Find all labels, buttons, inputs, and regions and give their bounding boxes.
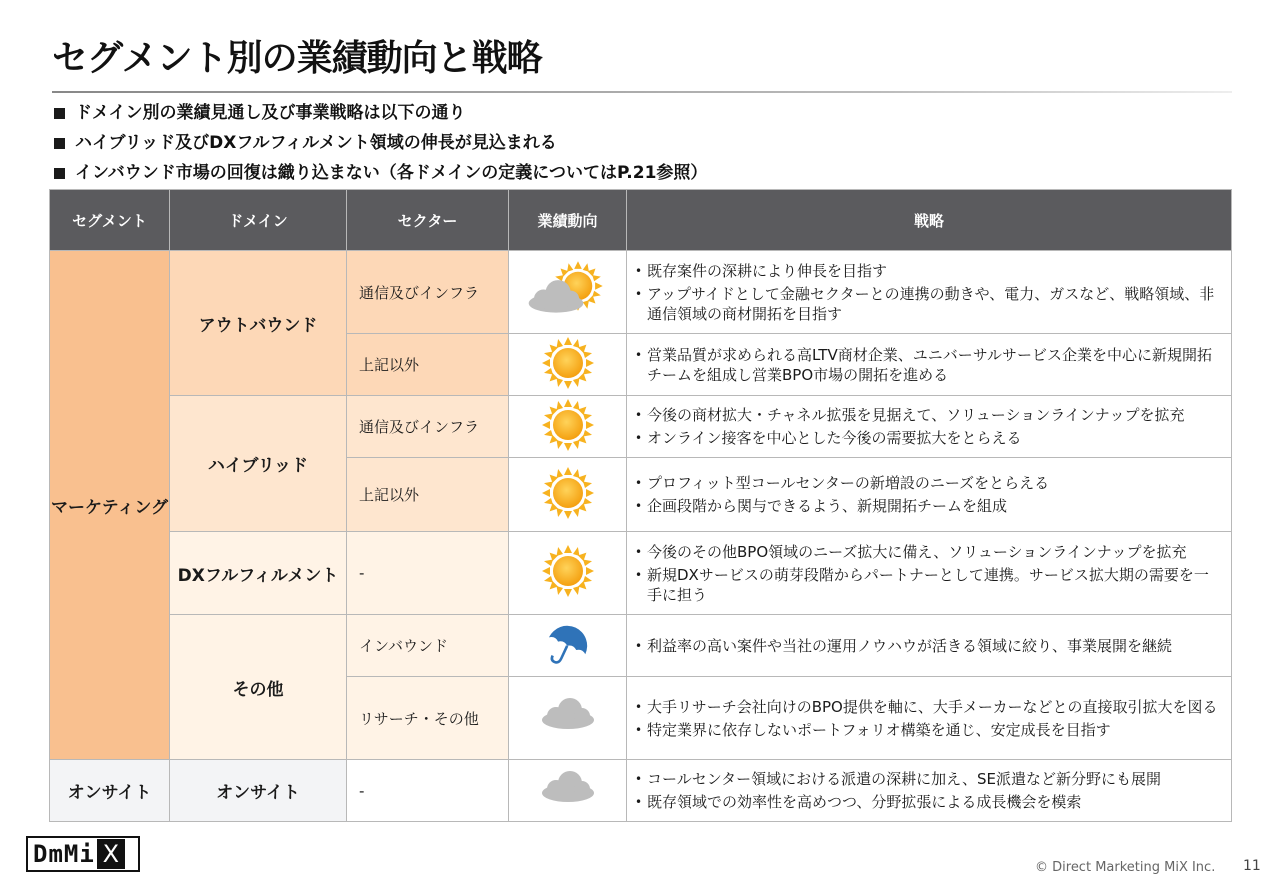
strategy-item: • アップサイドとして金融セクターとの連携の動きや、電力、ガスなど、戦略領域、非通信領域の商材開拓を目指す xyxy=(635,284,1215,323)
strategy-item: • 営業品質が求められる高LTV商材企業、ユニバーサルサービス企業を中心に新規開拓チームを組成し営業BPO市場の開拓を進める xyxy=(635,345,1212,384)
strategy-item: • 既存案件の深耕により伸長を目指す xyxy=(635,261,888,280)
performance-cell xyxy=(509,615,627,677)
table-row xyxy=(50,760,1232,822)
sector-cell: インバウンド xyxy=(347,615,509,677)
strategy-cell xyxy=(627,251,1232,334)
domain-dx-fulfillment: DXフルフィルメント xyxy=(170,532,347,615)
strategy-item: • プロフィット型コールセンターの新増設のニーズをとらえる xyxy=(635,474,1050,492)
summary-bullet xyxy=(52,158,707,188)
strategy-cell xyxy=(627,532,1232,615)
sun-icon xyxy=(540,335,596,391)
performance-cell xyxy=(509,458,627,532)
domain-other: その他 xyxy=(170,615,347,760)
header-sector: セクター xyxy=(347,190,509,251)
performance-cell xyxy=(509,396,627,458)
square-bullet-icon xyxy=(54,138,65,149)
table-header-row xyxy=(50,190,1232,251)
logo-mark: X xyxy=(97,839,125,869)
umbrella-icon xyxy=(542,620,594,668)
segment-onsite: オンサイト xyxy=(50,760,170,822)
summary-bullet xyxy=(52,98,707,128)
sector-cell: 上記以外 xyxy=(347,458,509,532)
sector-cell: 通信及びインフラ xyxy=(347,396,509,458)
copyright: © Direct Marketing MiX Inc. xyxy=(1035,860,1216,875)
sun-icon xyxy=(540,465,596,521)
strategy-item: • 特定業界に依存しないポートフォリオ構築を通じ、安定成長を目指す xyxy=(635,720,1111,739)
strategy-cell xyxy=(627,677,1232,760)
strategy-item: • コールセンター領域における派遣の深耕に加え、SE派遣など新分野にも展開 xyxy=(635,770,1162,788)
sun-icon xyxy=(540,543,596,599)
strategy-cell xyxy=(627,458,1232,532)
strategy-item: • 既存領域での効率性を高めつつ、分野拡張による成長機会を模索 xyxy=(635,793,1082,811)
sector-cell: - xyxy=(347,532,509,615)
table-row xyxy=(50,532,1232,615)
strategy-cell xyxy=(627,615,1232,677)
company-logo xyxy=(26,836,140,872)
square-bullet-icon xyxy=(54,168,65,179)
summary-bullet xyxy=(52,128,707,158)
cloud-icon xyxy=(537,769,599,809)
table-row xyxy=(50,396,1232,458)
performance-cell xyxy=(509,334,627,396)
strategy-item: • 今後の商材拡大・チャネル拡張を見据えて、ソリューションラインナップを拡充 xyxy=(635,406,1185,424)
title-divider xyxy=(52,91,1232,93)
cloud-icon xyxy=(537,696,599,736)
domain-outbound: アウトバウンド xyxy=(170,251,347,396)
bullet-text: ハイブリッド及びDXフルフィルメント領域の伸長が見込まれる xyxy=(75,133,557,153)
strategy-cell xyxy=(627,760,1232,822)
table-row xyxy=(50,615,1232,677)
strategy-item: • 新規DXサービスの萌芽段階からパートナーとして連携。サービス拡大期の需要を一手に担う xyxy=(635,565,1209,604)
page-title: セグメント別の業績動向と戦略 xyxy=(52,38,542,79)
strategy-item: • 企画段階から関与できるよう、新規開拓チームを組成 xyxy=(635,497,1008,515)
strategy-cell xyxy=(627,396,1232,458)
sun-icon xyxy=(540,397,596,453)
performance-cell xyxy=(509,677,627,760)
domain-onsite: オンサイト xyxy=(170,760,347,822)
table-row xyxy=(50,251,1232,334)
sector-cell: - xyxy=(347,760,509,822)
header-strategy: 戦略 xyxy=(627,190,1232,251)
page-number: 11 xyxy=(1243,858,1261,874)
summary-bullets xyxy=(52,98,707,188)
bullet-text: インバウンド市場の回復は織り込まない（各ドメインの定義についてはP.21参照） xyxy=(75,163,708,183)
segment-strategy-table xyxy=(49,189,1232,822)
logo-text: DmMi xyxy=(33,840,95,868)
performance-cell xyxy=(509,760,627,822)
square-bullet-icon xyxy=(54,108,65,119)
sector-cell: リサーチ・その他 xyxy=(347,677,509,760)
performance-cell xyxy=(509,251,627,334)
strategy-item: • 利益率の高い案件や当社の運用ノウハウが活きる領域に絞り、事業展開を継続 xyxy=(635,636,1173,655)
header-segment: セグメント xyxy=(50,190,170,251)
strategy-item: • オンライン接客を中心とした今後の需要拡大をとらえる xyxy=(635,429,1022,447)
bullet-text: ドメイン別の業績見通し及び事業戦略は以下の通り xyxy=(75,103,466,123)
strategy-item: • 今後のその他BPO領域のニーズ拡大に備え、ソリューションラインナップを拡充 xyxy=(635,542,1187,561)
partly-cloudy-icon xyxy=(528,260,608,320)
segment-marketing: マーケティング xyxy=(50,251,170,760)
strategy-item: • 大手リサーチ会社向けのBPO提供を軸に、大手メーカーなどとの直接取引拡大を図る xyxy=(635,697,1218,716)
sector-cell: 通信及びインフラ xyxy=(347,251,509,334)
header-domain: ドメイン xyxy=(170,190,347,251)
domain-hybrid: ハイブリッド xyxy=(170,396,347,532)
strategy-cell xyxy=(627,334,1232,396)
header-performance: 業績動向 xyxy=(509,190,627,251)
sector-cell: 上記以外 xyxy=(347,334,509,396)
performance-cell xyxy=(509,532,627,615)
